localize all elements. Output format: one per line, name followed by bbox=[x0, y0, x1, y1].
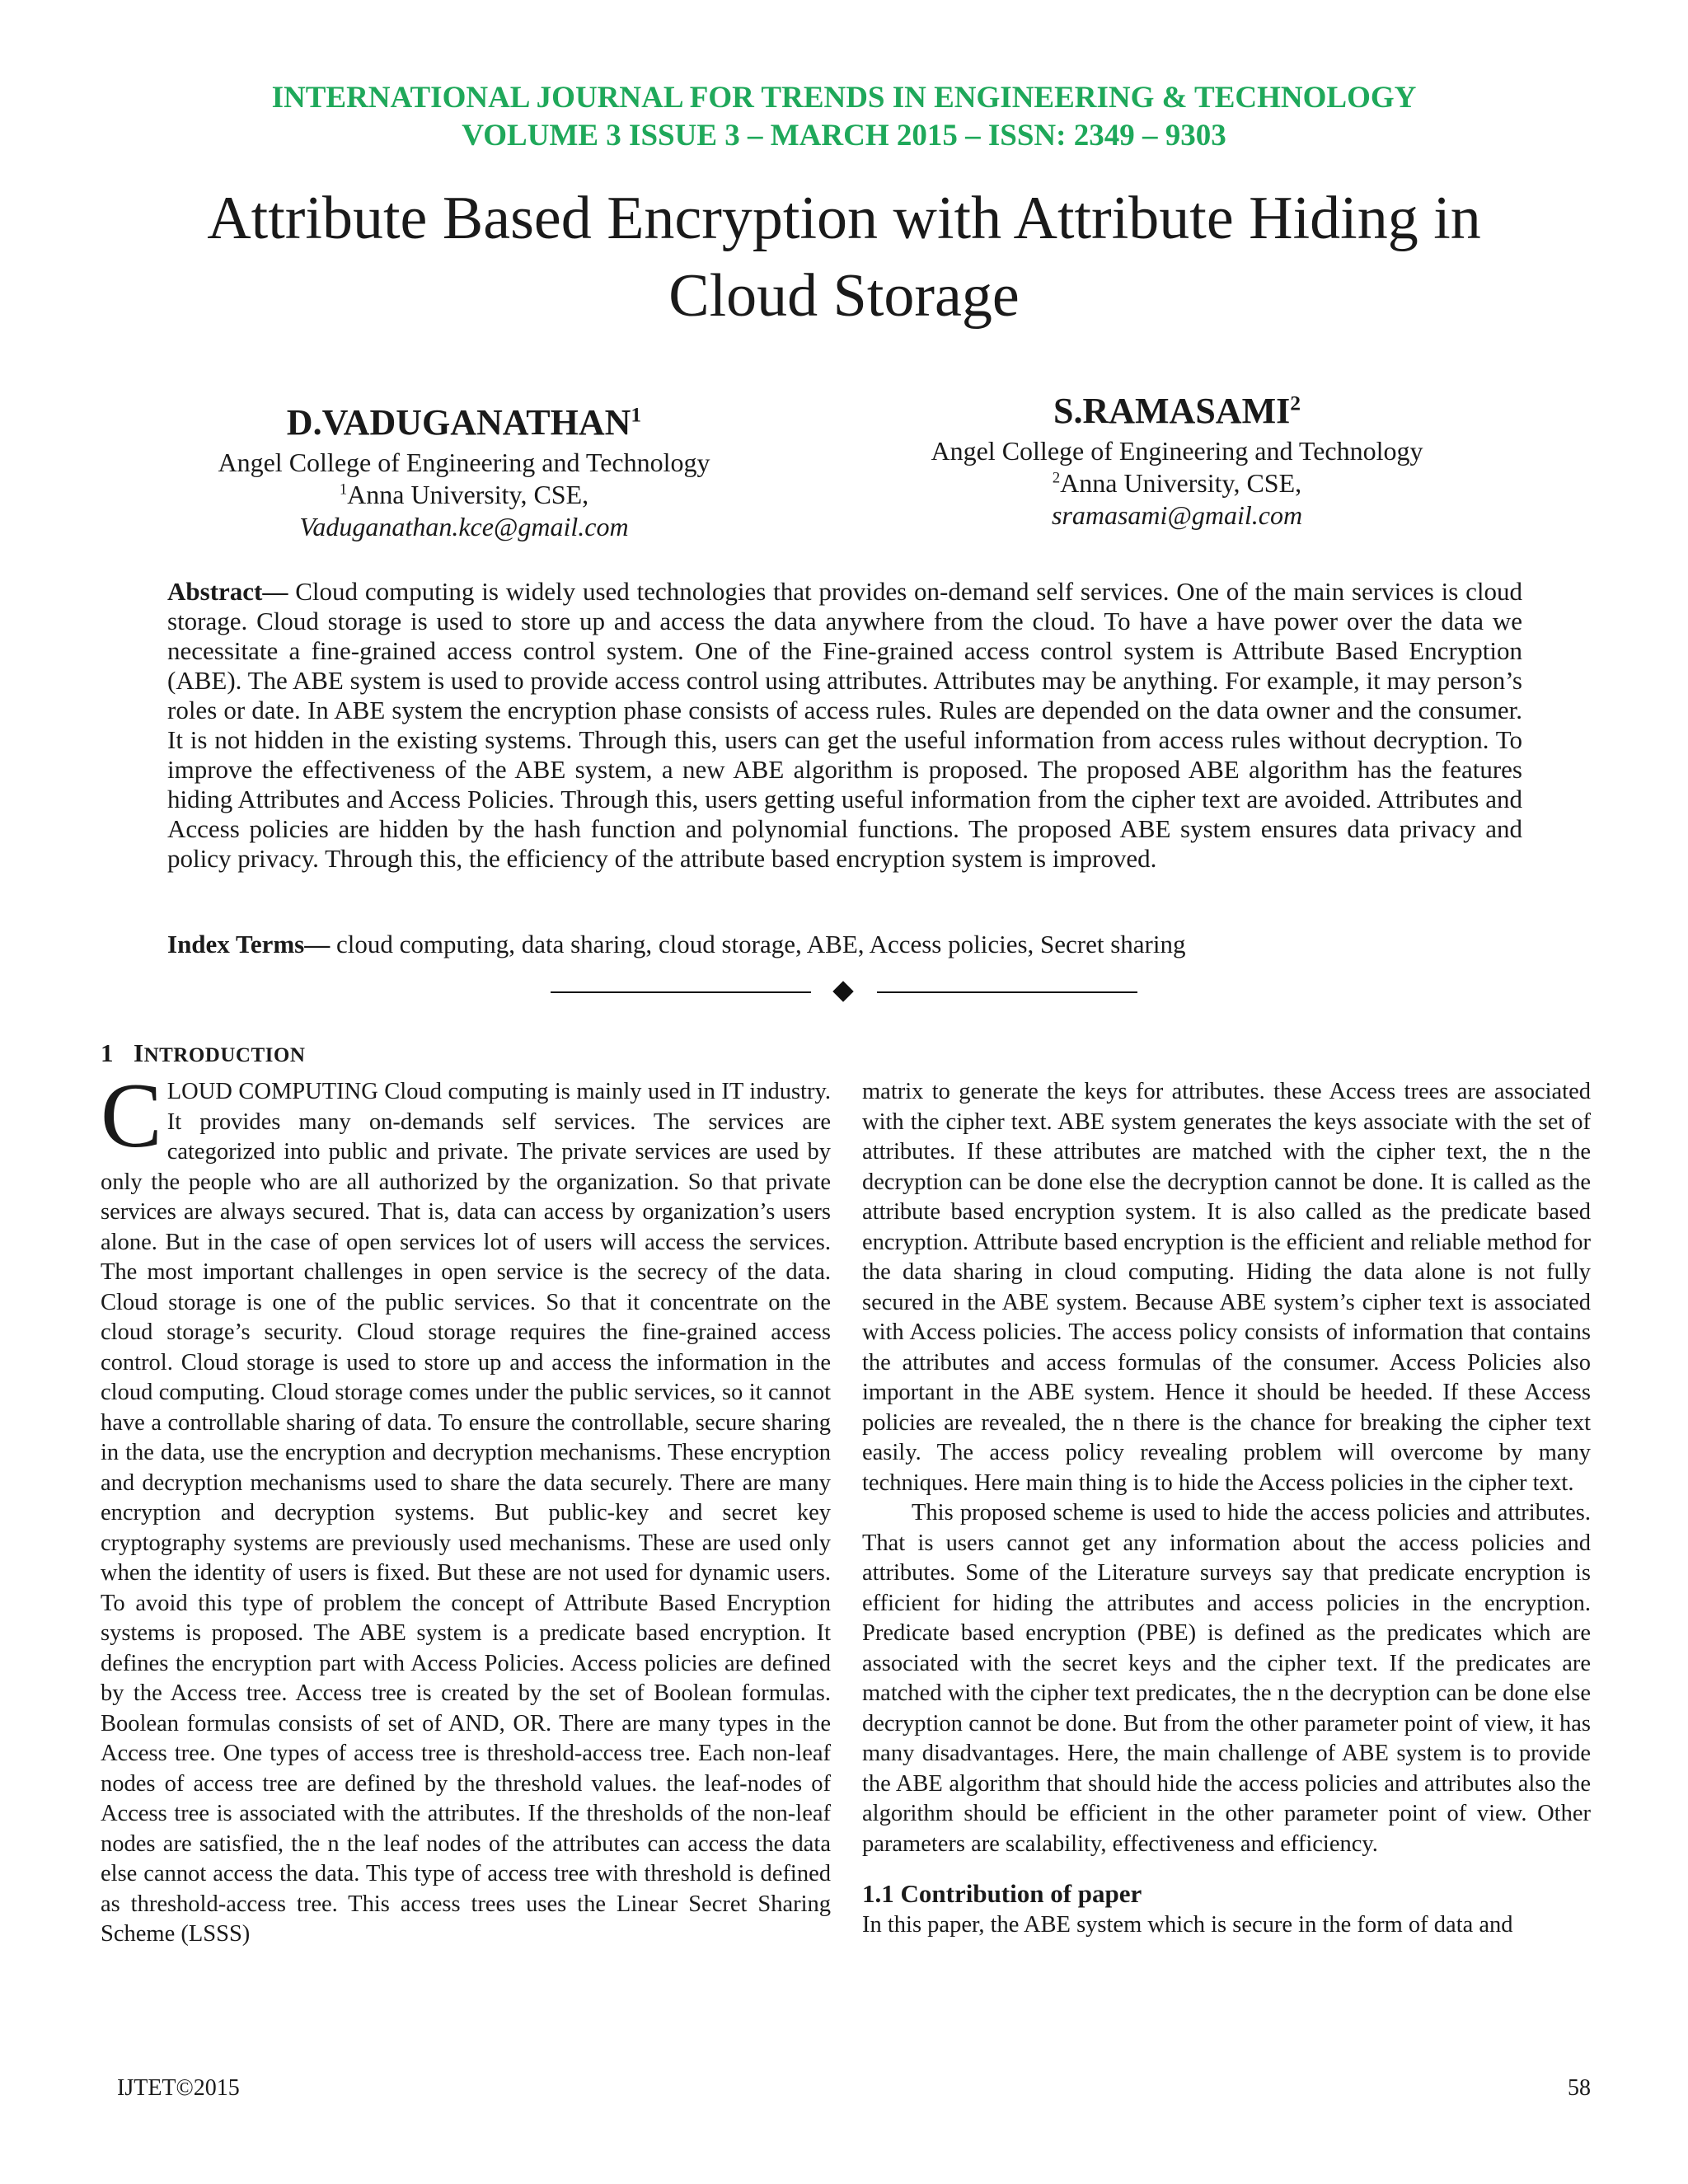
drop-cap: C bbox=[101, 1065, 162, 1167]
journal-name: INTERNATIONAL JOURNAL FOR TRENDS IN ENGINEERING & TECHNOLOGY bbox=[271, 81, 1417, 115]
author-name-text: S.RAMASAMI bbox=[1053, 391, 1291, 431]
author-name bbox=[151, 399, 777, 447]
divider-rule-left bbox=[551, 991, 811, 993]
divider-rule-right bbox=[877, 991, 1137, 993]
author-superscript: 1 bbox=[631, 402, 642, 427]
author-college: Angel College of Engineering and Technology bbox=[218, 448, 710, 477]
author-name bbox=[864, 387, 1490, 435]
author-email: sramasami@gmail.com bbox=[1051, 500, 1303, 530]
index-terms-text: cloud computing, data sharing, cloud storage, ABE, Access policies, Secret sharing bbox=[335, 930, 1186, 958]
author-department bbox=[151, 479, 777, 511]
author-block-2 bbox=[864, 387, 1490, 532]
paper-title bbox=[0, 180, 1688, 335]
author-superscript: 2 bbox=[1290, 391, 1301, 415]
body-paragraph-1: matrix to generate the keys for attributes. these Access trees are associated with the cipher text. ABE system generates the keys associate with the set of attributes. If these attributes are matched with the cipher text, the n the decryption can be done else the decryption cannot be done. It is called as the attribute based encryption system. It is also called as the predicate based encryption. Attribute based encryption is the efficient and reliable method for the data sharing in cloud computing. Hiding the data alone is not fully secured in the ABE system. Because ABE system’s cipher text is associated with Access policies. The access policy consists of information that contains the attributes and access formulas of the consumer. Access Policies also important in the ABE system. Hence it should be heeded. If these Access policies are revealed, the n there is the chance for breaking the cipher text easily. The access policy revealing problem will overcome by many techniques. Here main thing is to hide the Access policies in the cipher text. bbox=[862, 1079, 1591, 1496]
intro-paragraph-text: LOUD COMPUTING Cloud computing is mainly used in IT industry. It provides many on-demands self services. The services are categorized into public and private. The private services are used by only the people who are all authorized by the organization. So that private services are always secured. That is, data can access by organization’s users alone. But in the case of open services lot of users will access the services. The most important challenges in open service is the secrecy of the data. Cloud storage is one of the public services. So that it concentrate on the cloud storage’s security. Cloud storage requires the fine-grained access control. Cloud storage is used to store up and access the information in the cloud computing. Cloud storage comes under the public services, so it cannot have a controllable sharing of data. To ensure the controllable, secure sharing in the data, use the encryption and decryption mechanisms. These encryption and decryption mechanisms used to share the data securely. There are many encryption and decryption systems. But public-key and secret key cryptography systems are previously used mechanisms. These are used only when the identity of users is fixed. But these are not used for dynamic users. To avoid this type of problem the concept of Attribute Based Encryption systems is proposed. The ABE system is a predicate based encryption. It defines the encryption part with Access Policies. Access policies are defined by the Access tree. Access tree is created by the set of Boolean formulas. Boolean formulas consists of set of AND, OR. There are many types in the Access tree. One types of access tree is threshold-access tree. Each non-leaf nodes of access tree are defined by the threshold values. the leaf-nodes of Access tree is associated with the attributes. If the thresholds of the non-leaf nodes are satisfied, the n the leaf nodes of the attributes can access the data else cannot access the data. This type of access tree with threshold is defined as threshold-access tree. This access trees uses the Linear Secret Sharing Scheme (LSSS) bbox=[101, 1079, 831, 1947]
section-title-rest: NTRODUCTION bbox=[143, 1044, 306, 1066]
author-name-text: D.VADUGANATHAN bbox=[286, 402, 631, 443]
abstract-label: Abstract— bbox=[167, 577, 288, 606]
author-email: Vaduganathan.kce@gmail.com bbox=[299, 512, 629, 541]
journal-volume-issue: VOLUME 3 ISSUE 3 – MARCH 2015 – ISSN: 2349 – 9303 bbox=[462, 119, 1226, 152]
paper-title-line-1: Attribute Based Encryption with Attribute Hiding in bbox=[207, 185, 1481, 252]
subsection-paragraph: In this paper, the ABE system which is secure in the form of data and bbox=[862, 1912, 1513, 1938]
department-text: Anna University, CSE, bbox=[347, 480, 589, 509]
section-number: 1 bbox=[101, 1038, 114, 1067]
index-terms bbox=[167, 930, 1522, 959]
paper-title-line-2: Cloud Storage bbox=[668, 262, 1020, 330]
body-column-left bbox=[101, 1065, 831, 1950]
department-superscript: 1 bbox=[339, 480, 348, 499]
journal-header bbox=[0, 79, 1688, 155]
section-title-initial: I bbox=[134, 1038, 144, 1067]
author-block-1 bbox=[151, 399, 777, 543]
department-text: Anna University, CSE, bbox=[1060, 468, 1302, 498]
abstract-text: Cloud computing is widely used technologies that provides on-demand self services. One of the main services is cloud storage. Cloud storage is used to store up and access the data anywhere from the cloud. To have a have power over the data we necessitate a fine-grained access control system. One of the Fine-grained access control system is Attribute Based Encryption (ABE). The ABE system is used to provide access control using attributes. Attributes may be anything. For example, it may person’s roles or date. In ABE system the encryption phase consists of access rules. Rules are depended on the data owner and the consumer. It is not hidden in the existing systems. Through this, users can get the useful information from access rules without decryption. To improve the effectiveness of the ABE system, a new ABE algorithm is proposed. The proposed ABE algorithm has the features hiding Attributes and Access Policies. Through this, users getting useful information from the cipher text are avoided. Attributes and Access policies are hidden by the hash function and polynomial functions. The proposed ABE system ensures data privacy and policy privacy. Through this, the efficiency of the attribute based encryption system is improved. bbox=[167, 577, 1523, 873]
footer-page-number: 58 bbox=[1568, 2075, 1591, 2101]
section-heading-introduction bbox=[101, 1038, 305, 1068]
author-department bbox=[864, 467, 1490, 499]
department-superscript: 2 bbox=[1052, 469, 1061, 487]
intro-paragraph bbox=[101, 1065, 831, 1950]
abstract bbox=[167, 577, 1522, 874]
author-college: Angel College of Engineering and Technology bbox=[931, 436, 1423, 466]
index-terms-label: Index Terms— bbox=[167, 930, 331, 958]
body-column-right bbox=[862, 1077, 1591, 1941]
body-paragraph-2: This proposed scheme is used to hide the access policies and attributes. That is users cannot get any information about the access policies and attributes. Some of the Literature surveys say that predicate encryption is efficient for hiding the attributes and access policies in the encryption. Predicate based encryption (PBE) is defined as the predicates which are associated with the secret keys and the cipher text. If the predicates are matched with the cipher text predicates, the n the decryption can be done else decryption cannot be done. But from the other parameter point of view, it has many disadvantages. Here, the main challenge of ABE system is to provide the ABE algorithm that should hide the access policies and attributes also the algorithm should be efficient in the other parameter point of view. Other parameters are scalability, effectiveness and efficiency. bbox=[862, 1500, 1591, 1857]
diamond-icon bbox=[832, 981, 853, 1001]
footer-copyright: IJTET©2015 bbox=[117, 2075, 240, 2101]
section-divider bbox=[551, 979, 1137, 1004]
subsection-heading: 1.1 Contribution of paper bbox=[862, 1879, 1142, 1908]
